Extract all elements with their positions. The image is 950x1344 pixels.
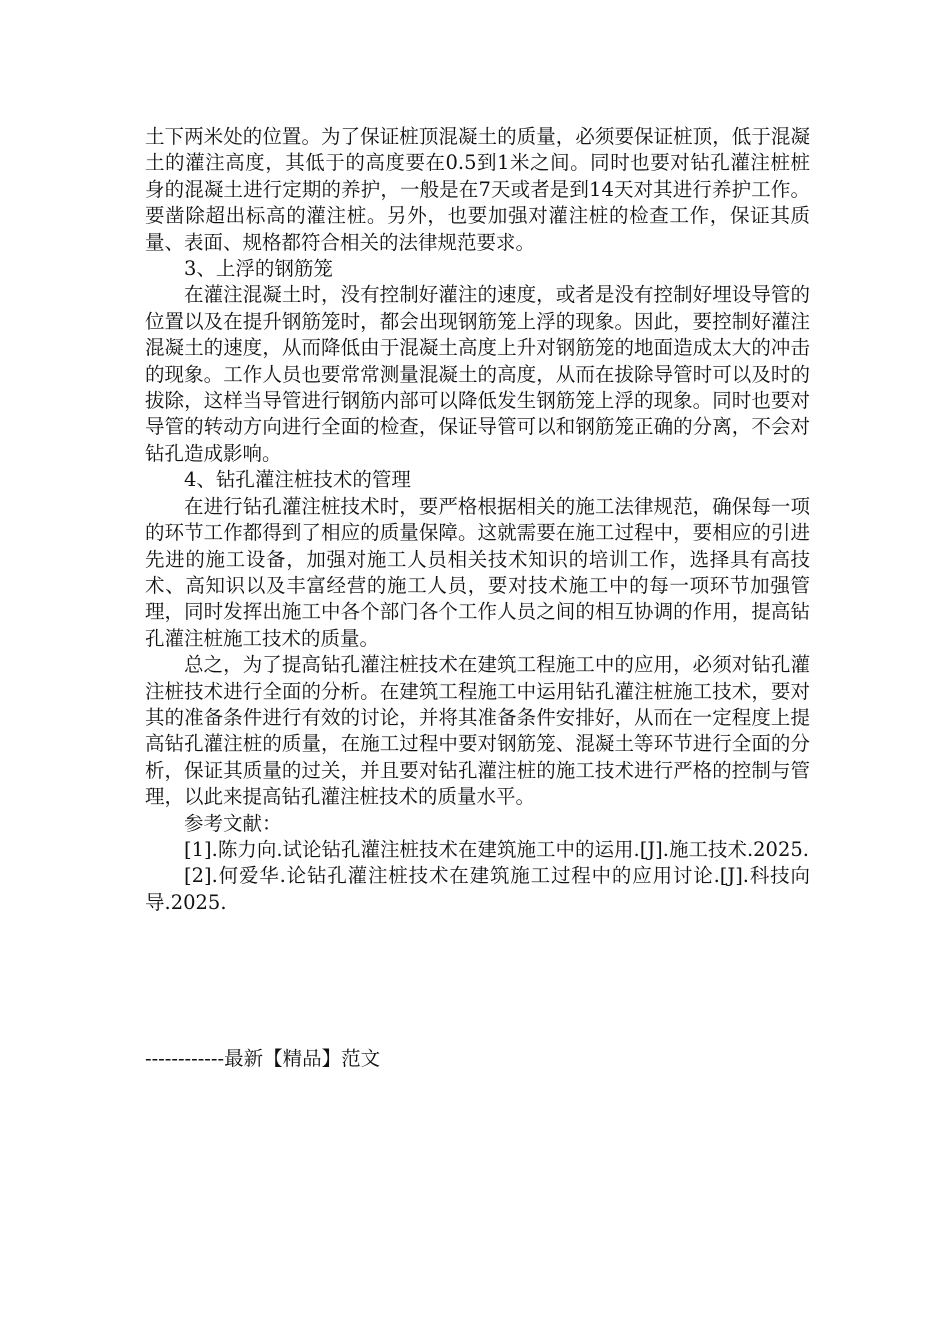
section-heading-4: 4、钻孔灌注桩技术的管理 <box>184 468 411 492</box>
paragraph-section-3: 在灌注混凝土时，没有控制好灌注的速度，或者是没有控制好埋设导管的位置以及在提升钢筋笼时，都会出现钢筋笼上浮的现象。因此，要控制好灌注混凝土的速度，从而降低由于混凝土高度上升对钢筋笼的地面造成太大的冲击的现象。工作人员也要常常测量混凝土的高度，从而在拔除导管时可以及时的拔除，这样当导管进行钢筋内部可以降低发生钢筋笼上浮的现象。同时也要对导管的转动方向进行全面的检查，保证导管可以和钢筋笼正确的分离，不会对钻孔造成影响。 <box>145 283 810 465</box>
document-body <box>145 124 810 916</box>
paragraph-section-4: 在进行钻孔灌注桩技术时，要严格根据相关的施工法律规范，确保每一项的环节工作都得到了相应的质量保障。这就需要在施工过程中，要相应的引进先进的施工设备，加强对施工人员相关技术知识的培训工作，选择具有高技术、高知识以及丰富经营的施工人员，要对技术施工中的每一项环节加强管理，同时发挥出施工中各个部门各个工作人员之间的相互协调的作用，提高钻孔灌注桩施工技术的质量。 <box>145 494 810 650</box>
footer-text: ------------最新【精品】范文 <box>145 1047 381 1070</box>
paragraph-conclusion: 总之，为了提高钻孔灌注桩技术在建筑工程施工中的应用，必须对钻孔灌注桩技术进行全面的分析。在建筑工程施工中运用钻孔灌注桩施工技术，要对其的准备条件进行有效的讨论，并将其准备条件安排好，从而在一定程度上提高钻孔灌注桩的质量，在施工过程中要对钢筋笼、混凝土等环节进行全面的分析，保证其质量的过关，并且要对钻孔灌注桩的施工技术进行严格的控制与管理，以此来提高钻孔灌注桩技术的质量水平。 <box>145 653 810 809</box>
paragraph-continuation: 土下两米处的位置。为了保证桩顶混凝土的质量，必须要保证桩顶，低于混凝土的灌注高度，其低于的高度要在0.5到1米之间。同时也要对钻孔灌注桩桩身的混凝土进行定期的养护，一般是在7天或者是到14天对其进行养护工作。要凿除超出标高的灌注桩。另外，也要加强对灌注桩的检查工作，保证其质量、表面、规格都符合相关的法律规范要求。 <box>145 125 810 254</box>
reference-item-2: [2].何爱华.论钻孔灌注桩技术在建筑施工过程中的应用讨论.[J].科技向导.2025. <box>145 864 810 914</box>
references-heading: 参考文献： <box>184 811 282 835</box>
reference-item-1: [1].陈力向.试论钻孔灌注桩技术在建筑施工中的运用.[J].施工技术.2025. <box>184 837 809 861</box>
section-heading-3: 3、上浮的钢筋笼 <box>184 257 333 281</box>
